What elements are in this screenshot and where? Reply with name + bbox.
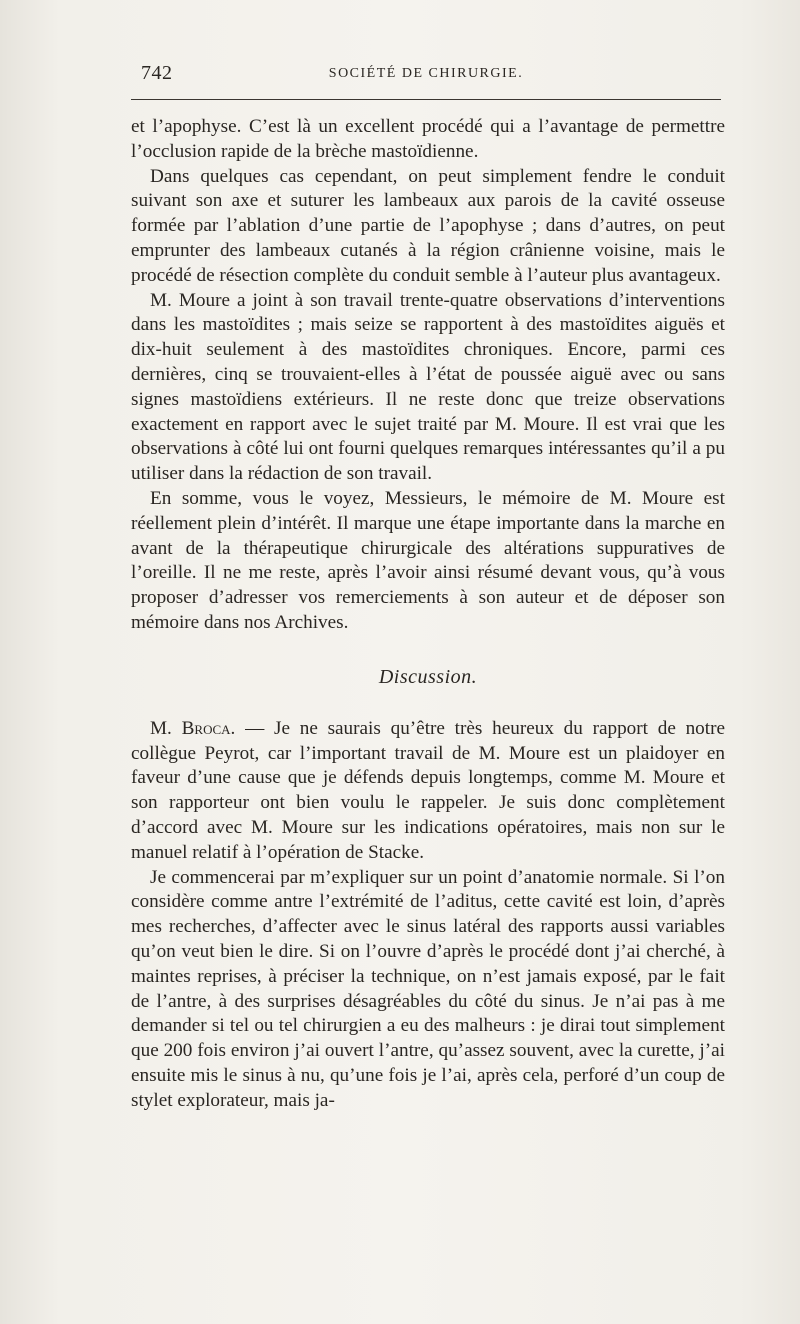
discussion-heading: Discussion. (378, 665, 478, 688)
paragraph-4: En somme, vous le voyez, Messieurs, le mémoire de M. Moure est réellement plein d’intérêt. Il marque une étape importante dans la marche en avant de la thérapeutique chirurgicale des altérations suppuratives de l’oreille. Il ne me reste, après l’avoir ainsi résumé devant vous, qu’à vous proposer d’adresser vos remerciements à son auteur et de déposer son mémoire dans nos Archives. (131, 487, 725, 633)
paragraph-1: et l’apophyse. C’est là un excellent procédé qui a l’avantage de permettre l’occlusion rapide de la brèche mastoïdienne. (131, 116, 725, 162)
header-rule (131, 99, 721, 100)
running-head: SOCIÉTÉ DE CHIRURGIE. (328, 66, 524, 81)
paragraph-6: Je commencerai par m’expliquer sur un point d’anatomie normale. Si l’on considère comme antre l’extrémité de l’aditus, cette cavité est loin, d’après mes recherches, d’affecter avec le sinus latéral des rapports aussi variables qu’on veut bien le dire. Si on l’ouvre d’après le procédé dont j’ai cherché, à maintes reprises, à préciser la technique, on n’est jamais exposé, par le fait de l’antre, à des surprises désagréables du côté du sinus. Je n’ai pas à me demander si tel ou tel chirurgien a eu des malheurs : je dirai tout simplement que 200 fois environ j’ai ouvert l’antre, qu’assez souvent, avec la curette, j’ai ensuite mis le sinus à nu, qu’une fois je l’ai, après cela, perforé d’un coup de stylet explorateur, mais ja- (131, 866, 725, 1111)
paragraph-5 (131, 717, 725, 866)
paragraph-3: M. Moure a joint à son travail trente-quatre observations d’interventions dans les mastoïdites ; mais seize se rapportent à des mastoïdites aiguës et dix-huit seulement à des mastoïdites chroniques. Encore, parmi ces dernières, cinq se trouvaient-elles à l’état de poussée aiguë avec ou sans signes mastoïdiens extérieurs. Il ne reste donc que treize observations exactement en rapport avec le sujet traité par M. Moure. Il est vrai que les observations à côté lui ont fourni quelques remarques intéressantes qu’il a pu utiliser dans la rédaction de son travail. (131, 289, 725, 485)
page-number: 742 (141, 62, 173, 84)
speaker-name: Broca (181, 717, 231, 739)
paragraph-5-text: . — Je ne saurais qu’être très heureux du rapport de notre collègue Peyrot, car l’important travail de M. Moure est un plaidoyer en faveur d’une cause que je défends depuis longtemps, comme M. Moure et son rapporteur ont bien voulu le rappeler. Je suis donc complètement d’accord avec M. Moure sur les indications opératoires, mais non sur le manuel relatif à l’opération de Stacke. (131, 717, 726, 863)
speaker-prefix: M. (150, 717, 182, 739)
paragraph-2: Dans quelques cas cependant, on peut simplement fendre le conduit suivant son axe et suturer les lambeaux aux parois de la cavité osseuse formée par l’ablation d’une partie de l’apophyse ; dans d’autres, on peut emprunter des lambeaux cutanés à la région crânienne voisine, mais le procédé de résection complète du conduit semble à l’auteur plus avantageux. (131, 165, 725, 286)
body-text (131, 115, 725, 1113)
page-header (131, 62, 721, 88)
